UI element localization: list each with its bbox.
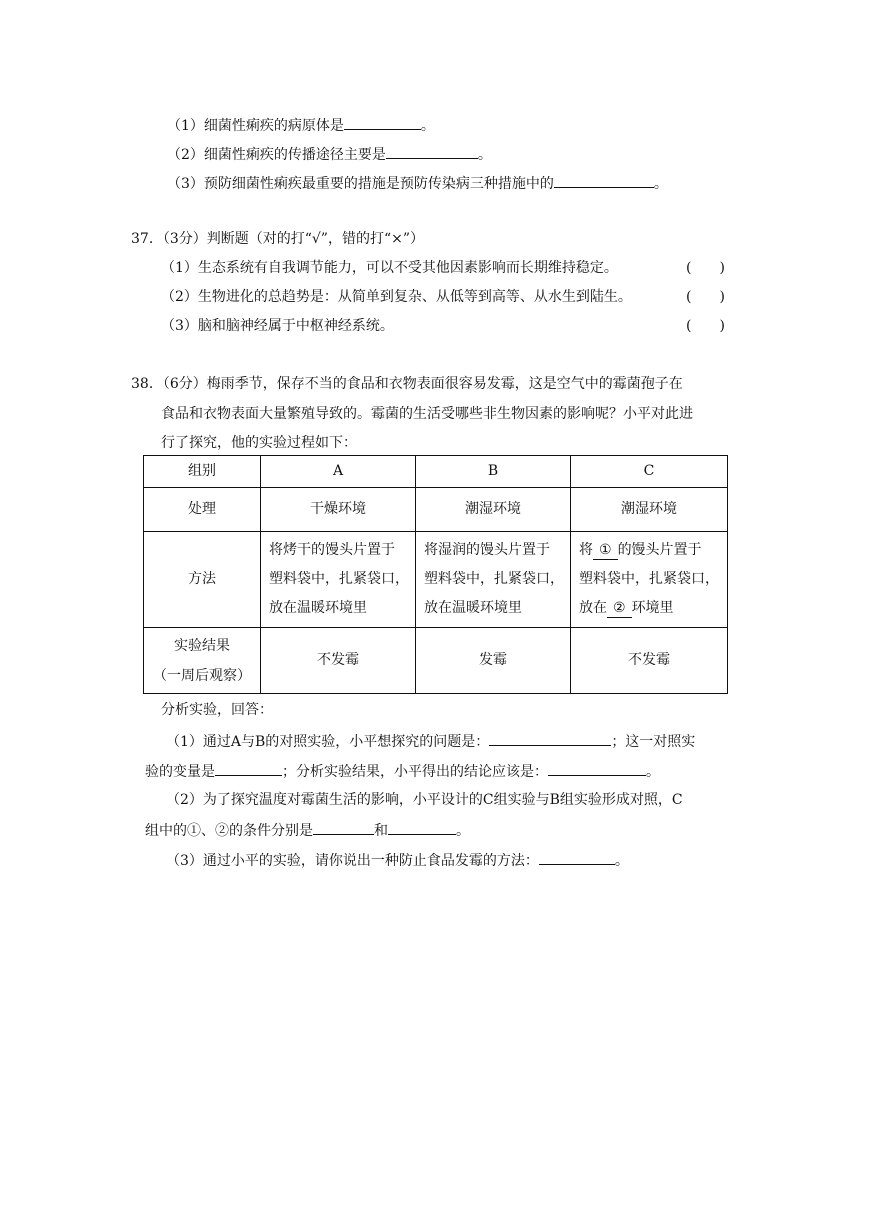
punct: 。: [653, 176, 668, 192]
method-a-line: 放在温暖环境里: [269, 600, 367, 616]
q37-item-3: （3）脑和脑神经属于中枢神经系统。: [161, 318, 394, 334]
answer-blank[interactable]: [388, 819, 456, 835]
table-row-treatment: [144, 488, 728, 532]
result-label-line-2: （一周后观察）: [153, 667, 251, 684]
method-c-line: [579, 594, 727, 623]
method-a-line: 塑料袋中，扎紧袋口，: [269, 571, 409, 587]
header-a: A: [261, 456, 416, 488]
q37-item-1: （1）生态系统有自我调节能力，可以不受其他因素影响而长期维持稳定。: [161, 260, 618, 276]
q38-sub1-text: ；这一对照实: [611, 734, 696, 750]
q38-sub3: [166, 849, 629, 871]
result-label-line-1: 实验结果: [174, 637, 230, 654]
method-c-line: 塑料袋中，扎紧袋口，: [579, 571, 719, 587]
punct: 。: [646, 764, 660, 780]
method-c-text: 将: [579, 542, 593, 558]
answer-blank[interactable]: [313, 819, 374, 835]
q36-sub2: [167, 143, 492, 165]
q36-sub3: [167, 172, 668, 194]
experiment-table: [143, 455, 728, 694]
method-c: [571, 532, 728, 628]
punct: 。: [614, 853, 629, 869]
result-b: 发霉: [416, 628, 571, 694]
method-b-line: 放在温暖环境里: [424, 600, 522, 616]
method-label: 方法: [144, 532, 261, 628]
q38-sub3-text: （3）通过小平的实验，请你说出一种防止食品发霉的方法：: [166, 853, 539, 869]
method-a-line: 将烤干的馒头片置于: [269, 542, 395, 558]
result-a: 不发霉: [261, 628, 416, 694]
q38-sub1-text: ；分析实验结果，小平得出的结论应该是：: [282, 764, 548, 780]
table-header-row: [144, 456, 728, 488]
q37-item-2: （2）生物进化的总趋势是：从简单到复杂、从低等到高等、从水生到陆生。: [161, 289, 632, 305]
q37-item-3-answer-paren[interactable]: ( ): [686, 318, 725, 334]
method-b: [416, 532, 571, 628]
q37-item-1-answer-paren[interactable]: ( ): [686, 260, 725, 276]
q38-analysis-prompt: 分析实验，回答：: [161, 702, 273, 718]
q38-intro-line-1: 38．（6分）梅雨季节，保存不当的食品和衣物表面很容易发霉，这是空气中的霉菌孢子在: [131, 376, 683, 392]
q38-intro-line-3: 行了探究，他的实验过程如下：: [161, 435, 357, 451]
q38-sub2-text: 组中的①、②的条件分别是: [145, 823, 313, 839]
q38-sub2-text: 和: [374, 823, 388, 839]
method-b-line: 塑料袋中，扎紧袋口，: [424, 571, 564, 587]
blank-1[interactable]: ①: [593, 541, 618, 560]
treatment-a: 干燥环境: [261, 488, 416, 532]
treatment-b: 潮湿环境: [416, 488, 571, 532]
answer-blank[interactable]: [215, 760, 282, 776]
method-b-line: 将湿润的馒头片置于: [424, 542, 550, 558]
answer-blank[interactable]: [386, 143, 478, 159]
method-c-text: 的馒头片置于: [617, 542, 702, 558]
punct: 。: [456, 823, 470, 839]
treatment-c: 潮湿环境: [571, 488, 728, 532]
header-b: B: [416, 456, 571, 488]
answer-blank[interactable]: [554, 172, 654, 188]
treatment-label: 处理: [144, 488, 261, 532]
q38-sub2-line-1: （2）为了探究温度对霉菌生活的影响，小平设计的C组实验与B组实验形成对照，C: [166, 792, 683, 808]
result-c: 不发霉: [571, 628, 728, 694]
q38-sub1-text: （1）通过A与B的对照实验，小平想探究的问题是：: [166, 734, 490, 750]
q38-sub1-text: 验的变量是: [145, 764, 215, 780]
answer-blank[interactable]: [539, 849, 615, 865]
table-row-result: [144, 628, 728, 694]
q38-intro-line-2: 食品和衣物表面大量繁殖导致的。霉菌的生活受哪些非生物因素的影响呢？小平对此进: [161, 406, 693, 422]
q37-item-2-answer-paren[interactable]: ( ): [686, 289, 725, 305]
q37-heading: 37．（3分）判断题（对的打“√”，错的打“×”）: [131, 231, 425, 247]
result-label: [144, 628, 261, 694]
method-a: [261, 532, 416, 628]
q36-sub1: [167, 114, 435, 136]
q36-sub3-text: （3）预防细菌性痢疾最重要的措施是预防传染病三种措施中的: [167, 176, 554, 192]
table-row-method: [144, 532, 728, 628]
answer-blank[interactable]: [344, 114, 421, 130]
punct: 。: [477, 147, 492, 163]
q38-sub1-line-2: [145, 760, 660, 782]
q38-sub2-line-2: [145, 819, 470, 841]
q38-sub1-line-1: [166, 730, 695, 752]
q36-sub1-text: （1）细菌性痢疾的病原体是: [167, 118, 344, 134]
method-c-line: [579, 536, 727, 565]
q36-sub2-text: （2）细菌性痢疾的传播途径主要是: [167, 147, 386, 163]
answer-blank[interactable]: [548, 760, 646, 776]
method-c-text: 环境里: [631, 600, 674, 616]
header-c: C: [571, 456, 728, 488]
answer-blank[interactable]: [489, 730, 611, 746]
method-c-text: 放在: [579, 600, 607, 616]
blank-2[interactable]: ②: [607, 599, 632, 618]
punct: 。: [420, 118, 435, 134]
header-group: 组别: [144, 456, 261, 488]
